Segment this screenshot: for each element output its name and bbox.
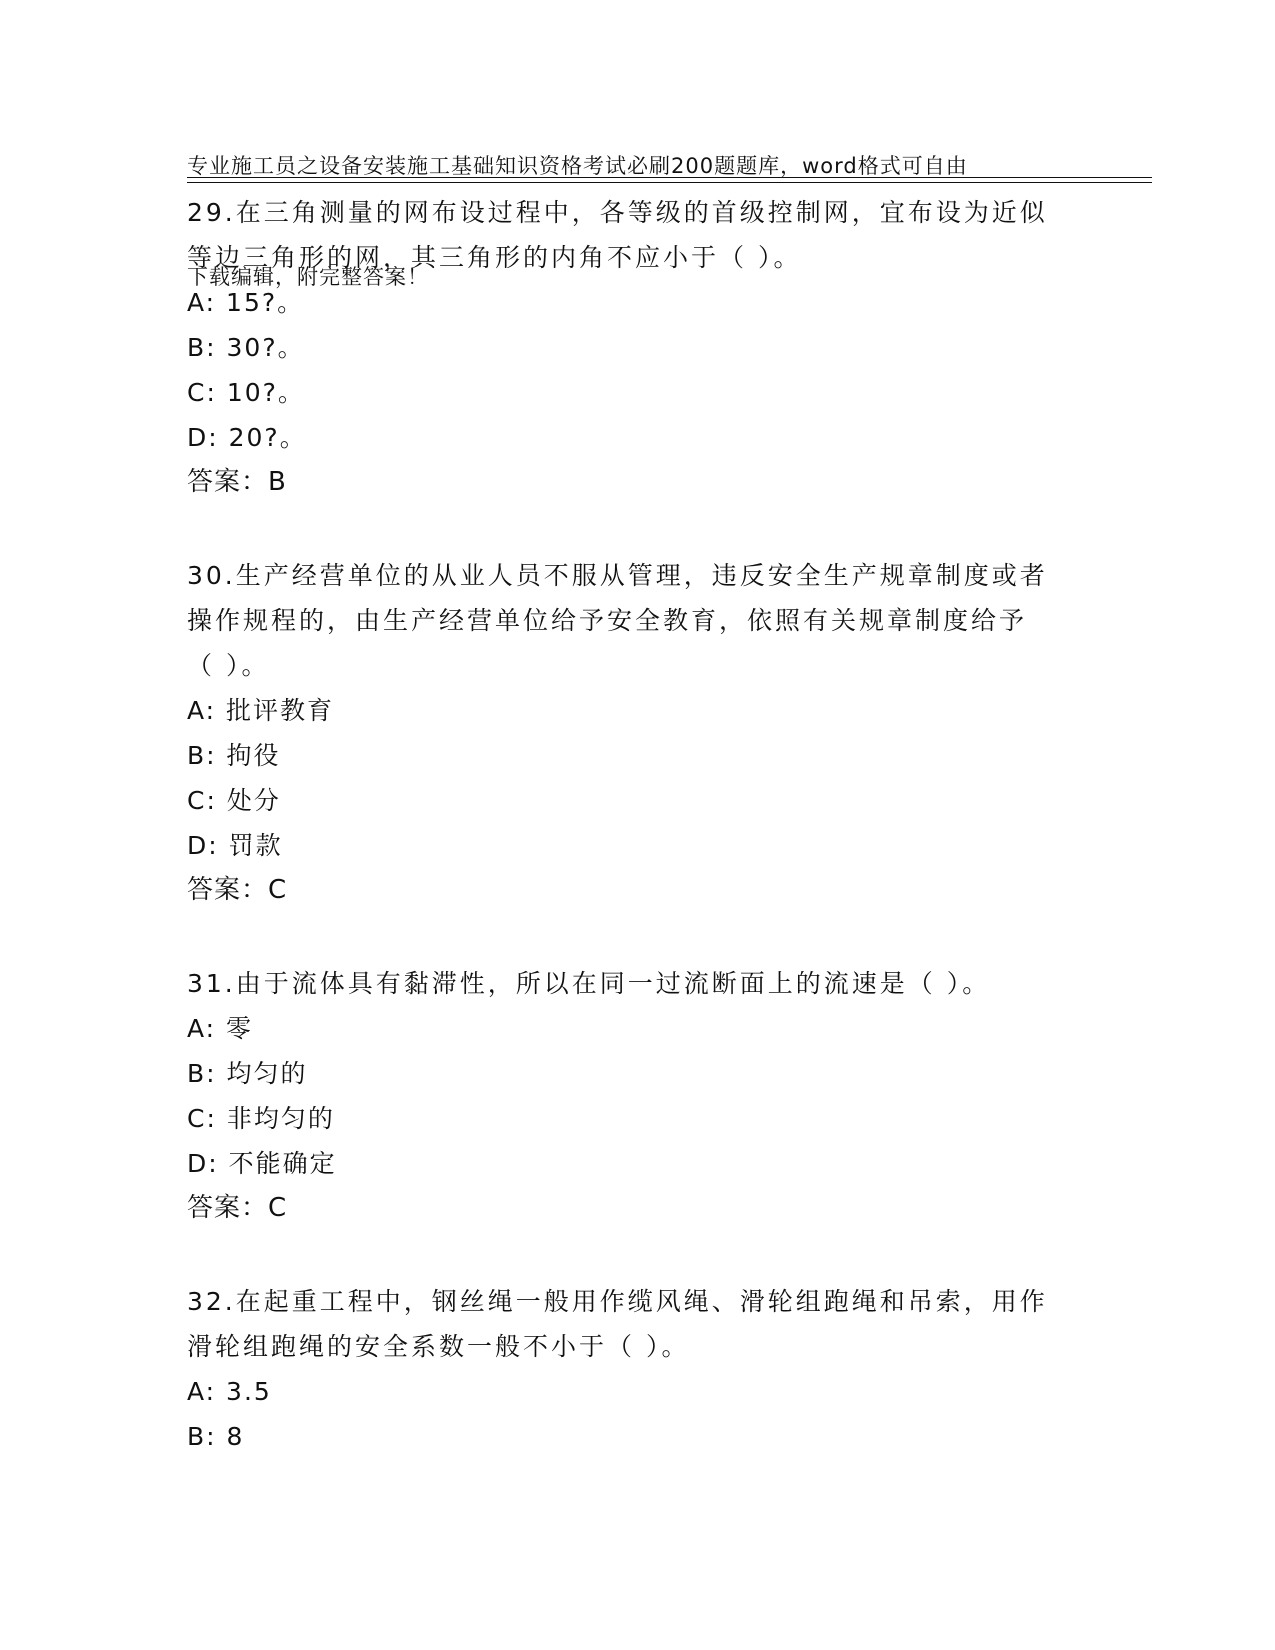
- question-text-line: 滑轮组跑绳的安全系数一般不小于（ ）。: [187, 1332, 690, 1361]
- question-32: [187, 1279, 1087, 1459]
- option-a: A: 零: [187, 1014, 254, 1043]
- question-list: [187, 190, 1087, 1507]
- option-a: A: 批评教育: [187, 696, 335, 725]
- option-c: C: 处分: [187, 786, 281, 815]
- option-c: C: 非均匀的: [187, 1104, 335, 1133]
- question-29: [187, 190, 1087, 505]
- option-d: D: 20?。: [187, 423, 307, 452]
- option-b: B: 30?。: [187, 333, 305, 362]
- question-text-line: 操作规程的，由生产经营单位给予安全教育，依照有关规章制度给予: [187, 606, 1028, 635]
- header-title-line-1: 专业施工员之设备安装施工基础知识资格考试必刷200题题库，word格式可自由: [187, 154, 968, 178]
- question-text-line: 31.由于流体具有黏滞性，所以在同一过流断面上的流速是（ ）。: [187, 969, 991, 998]
- header-divider-top: [187, 177, 1152, 178]
- option-c: C: 10?。: [187, 378, 305, 407]
- option-d: D: 不能确定: [187, 1149, 337, 1178]
- header-divider-bottom: [187, 182, 1152, 183]
- question-text-line: 32.在起重工程中，钢丝绳一般用作缆风绳、滑轮组跑绳和吊索，用作: [187, 1287, 1048, 1316]
- header-title-line-2: 下载编辑，附完整答案！: [187, 265, 429, 289]
- question-text-line: （ ）。: [187, 651, 270, 680]
- question-text-line: 29.在三角测量的网布设过程中，各等级的首级控制网，宜布设为近似: [187, 198, 1048, 227]
- option-b: B: 均匀的: [187, 1059, 308, 1088]
- option-d: D: 罚款: [187, 831, 283, 860]
- option-b: B: 拘役: [187, 741, 281, 770]
- option-b: B: 8: [187, 1422, 245, 1451]
- question-30: [187, 553, 1087, 913]
- option-a: A: 3.5: [187, 1377, 272, 1406]
- question-text-line: 等边三角形的网，其三角形的内角不应小于（ ）。: [187, 243, 802, 272]
- question-31: [187, 961, 1087, 1231]
- option-a: A: 15?。: [187, 288, 305, 317]
- question-text-line: 30.生产经营单位的从业人员不服从管理，违反安全生产规章制度或者: [187, 561, 1048, 590]
- answer-label: 答案：B: [187, 467, 287, 497]
- answer-label: 答案：C: [187, 875, 288, 905]
- answer-label: 答案：C: [187, 1193, 288, 1223]
